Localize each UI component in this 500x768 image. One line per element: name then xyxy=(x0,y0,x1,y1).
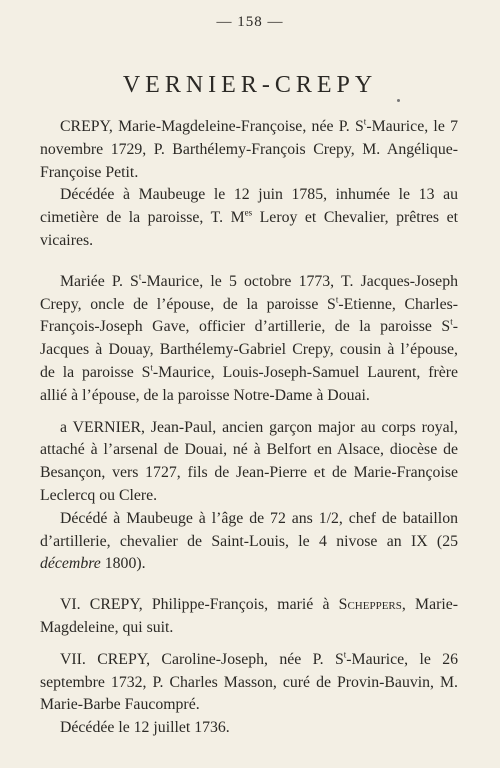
text-run: VII. CREPY, Caroline-Joseph, née P. S xyxy=(60,650,344,668)
document-body xyxy=(40,116,458,740)
section-title: VERNIER-CREPY xyxy=(122,72,378,98)
text-run: Décédée à Maubeuge le 12 juin 1785, inhumée le 13 au cimetière de la paroisse, T. M xyxy=(40,186,458,227)
text-run: 1800). xyxy=(100,555,146,573)
paragraph-crepy-birth xyxy=(40,116,458,184)
paragraph-vernier: a VERNIER, Jean-Paul, ancien garçon major au corps royal, attaché à l’arsenal de Douai, né à Belfort en Alsace, diocèse de Besançon, vers 1727, fils de Jean-Pierre et de Marie-Françoise Leclercq ou Clere. xyxy=(40,418,458,504)
text-run: -Maurice, Louis-Joseph-Samuel Laurent, frère allié à l’épouse, de la paroisse Notre-Dame à Douai. xyxy=(40,363,458,404)
superscript: t xyxy=(335,294,339,305)
text-run: VI. CREPY, Philippe-François, marié à xyxy=(60,596,339,614)
text-run: Décédé à Maubeuge à l’âge de 72 ans 1/2, chef de bataillon d’artillerie, chevalier de Saint-Louis, le 4 nivose an IX (25 xyxy=(40,509,458,550)
spacer xyxy=(40,408,458,417)
superscript: t xyxy=(450,317,453,328)
text-run: -Maurice, le 7 novembre 1729, P. Barthélemy-François Crepy, M. Angélique-Françoise Petit. xyxy=(40,118,458,181)
superscript: t xyxy=(150,362,153,373)
superscript: t xyxy=(343,649,347,660)
paragraph-crepy-death xyxy=(40,184,458,252)
superscript: t xyxy=(138,271,142,282)
spacer xyxy=(40,576,458,594)
text-run: Leroy et Chevalier, prêtres et vicaires. xyxy=(40,209,458,249)
spacer xyxy=(40,640,458,649)
italic-run: décembre xyxy=(40,555,101,573)
text-run: -Maurice, le 26 septembre 1732, P. Charles Masson, curé de Provin-Bauvin, M. Marie-Barbe Faucompré. xyxy=(40,650,458,714)
paragraph-vii-crepy xyxy=(40,649,458,717)
text-run: CREPY, Marie-Magdeleine-Françoise, née P. S xyxy=(60,118,364,135)
superscript: es xyxy=(244,207,253,218)
superscript: t xyxy=(363,116,367,127)
spacer xyxy=(40,253,458,271)
paragraph-vii-death: Décédée le 12 juillet 1736. xyxy=(60,719,230,737)
paragraph-vi-crepy xyxy=(40,594,458,640)
small-caps-run: Scheppers xyxy=(338,596,402,614)
text-run: -Maurice, le 5 octobre 1773, T. Jacques-Joseph Crepy, oncle de l’épouse, de la paroisse S xyxy=(40,272,458,313)
text-run: -Jacques à Douay, Barthélemy-Gabriel Crepy, cousin à l’épouse, de la paroisse S xyxy=(40,318,458,381)
text-run: Mariée P. S xyxy=(60,272,139,290)
paragraph-vernier-death xyxy=(40,508,458,576)
page-number: — 158 — xyxy=(216,14,284,30)
text-run: -Etienne, Charles-François-Joseph Gave, officier d’artillerie, de la paroisse S xyxy=(40,295,458,336)
paragraph-marriage xyxy=(40,271,458,408)
text-run: , Marie-Magdeleine, qui suit. xyxy=(40,596,458,636)
ink-speck xyxy=(397,99,400,102)
